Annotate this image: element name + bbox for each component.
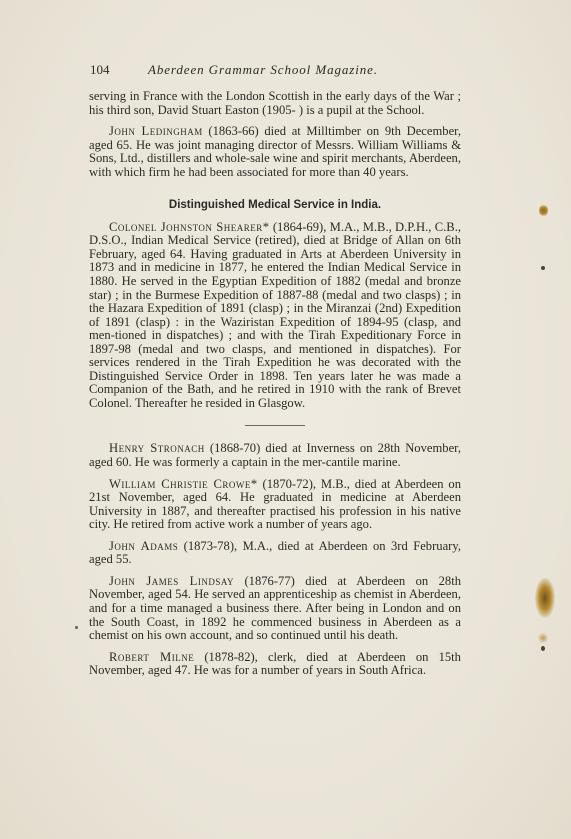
obituary-text: (1873-78), M.A., died at Aberdeen on 3rd February, aged 55.: [89, 538, 461, 567]
obituary-ledingham: [89, 125, 461, 179]
article-body: [89, 90, 461, 678]
obituary-adams: [89, 540, 461, 567]
obituary-milne: [89, 651, 461, 678]
obituary-name: Robert Milne: [109, 649, 195, 664]
obituary-name: William Christie Crowe*: [109, 476, 258, 491]
page-number: 104: [90, 62, 110, 77]
obituary-name: John Ledingham: [109, 124, 203, 139]
obituary-name: Colonel Johnston Shearer*: [109, 219, 270, 234]
obituary-stronach: [89, 442, 461, 469]
obituary-name: John Adams: [109, 538, 179, 553]
obituary-text: (1868-70) died at Inverness on 28th November, aged 60. He was formerly a captain in the mer-cantile marine.: [89, 441, 461, 470]
paragraph-easton-continued: serving in France with the London Scottish in the early days of the War ; his third son, David Stuart Easton (1905- ) is a pupil at the School.: [89, 89, 461, 117]
obituary-name: Henry Stronach: [109, 441, 205, 456]
obituary-text: (1863-66) died at Milltimber on 9th December, aged 65. He was joint managing director of Messrs. William Williams & Sons, Ltd., distillers and whole-sale wine and spirit merchants, Aberdeen, with which firm he had been associated for more than 40 years.: [89, 124, 461, 179]
foxing-stain: [538, 632, 548, 644]
foxing-stain: [75, 626, 78, 629]
running-title: Aberdeen Grammar School Magazine.: [148, 62, 378, 77]
obituary-text: (1878-82), clerk, died at Aberdeen on 15th November, aged 47. He was for a number of years in South Africa.: [89, 649, 461, 678]
section-heading: Distinguished Medical Service in India.: [168, 199, 382, 212]
obituary-shearer: [89, 221, 461, 411]
obituary-text: (1864-69), M.A., M.B., D.P.H., C.B., D.S.O., Indian Medical Service (retired), died at Bridge of Allan on 6th February, aged 64. Having graduated in Arts at Aberdeen University in 1873 and in medicine in 1877, he entered the Indian Medical Service in 1880. He served in the Egyptian Expedition of 1882 (medal and bronze star) ; in the Burmese Expedition of 1887-88 (medal and two clasps) ; in the Hazara Expedition of 1891 (clasp) ; in the Miranzai (2nd) Expedition of 1891 (clasp) : in the Waziristan Expedition of 1894-95 (clasp, and men-tioned in dispatches) ; and with the Tirah Expeditionary Force in 1897-98 (medal and two clasps, and mentioned in dispatches). For services rendered in the Tirah Expedition he was decorated with the Distinguished Service Order in 1898. Ten years later he was made a Companion of the Bath, and he retired in 1910 with the rank of Brevet Colonel. Thereafter he resided in Glasgow.: [89, 219, 461, 410]
obituary-text: (1870-72), M.B., died at Aberdeen on 21st November, aged 64. He graduated in medicine at Aberdeen University in 1887, and thereafter practised his profession in his native city. He retired from active work a number of years ago.: [89, 476, 461, 532]
obituary-text: (1876-77) died at Aberdeen on 28th November, aged 54. He served an apprenticeship as chemist in Aberdeen, and for a time managed a business there. After being in London and on the South Coast, in 1892 he commenced business in Aberdeen as a chemist on his own account, and so continued until his death.: [89, 573, 461, 643]
foxing-stain: [541, 266, 545, 270]
foxing-stain: [535, 578, 555, 618]
obituary-name: John James Lindsay: [109, 573, 235, 588]
foxing-stain: [541, 646, 545, 651]
section-divider: [245, 425, 305, 426]
foxing-stain: [539, 204, 548, 217]
obituary-crowe: [89, 478, 461, 532]
page-header: [90, 62, 470, 78]
obituary-lindsay: [89, 575, 461, 643]
